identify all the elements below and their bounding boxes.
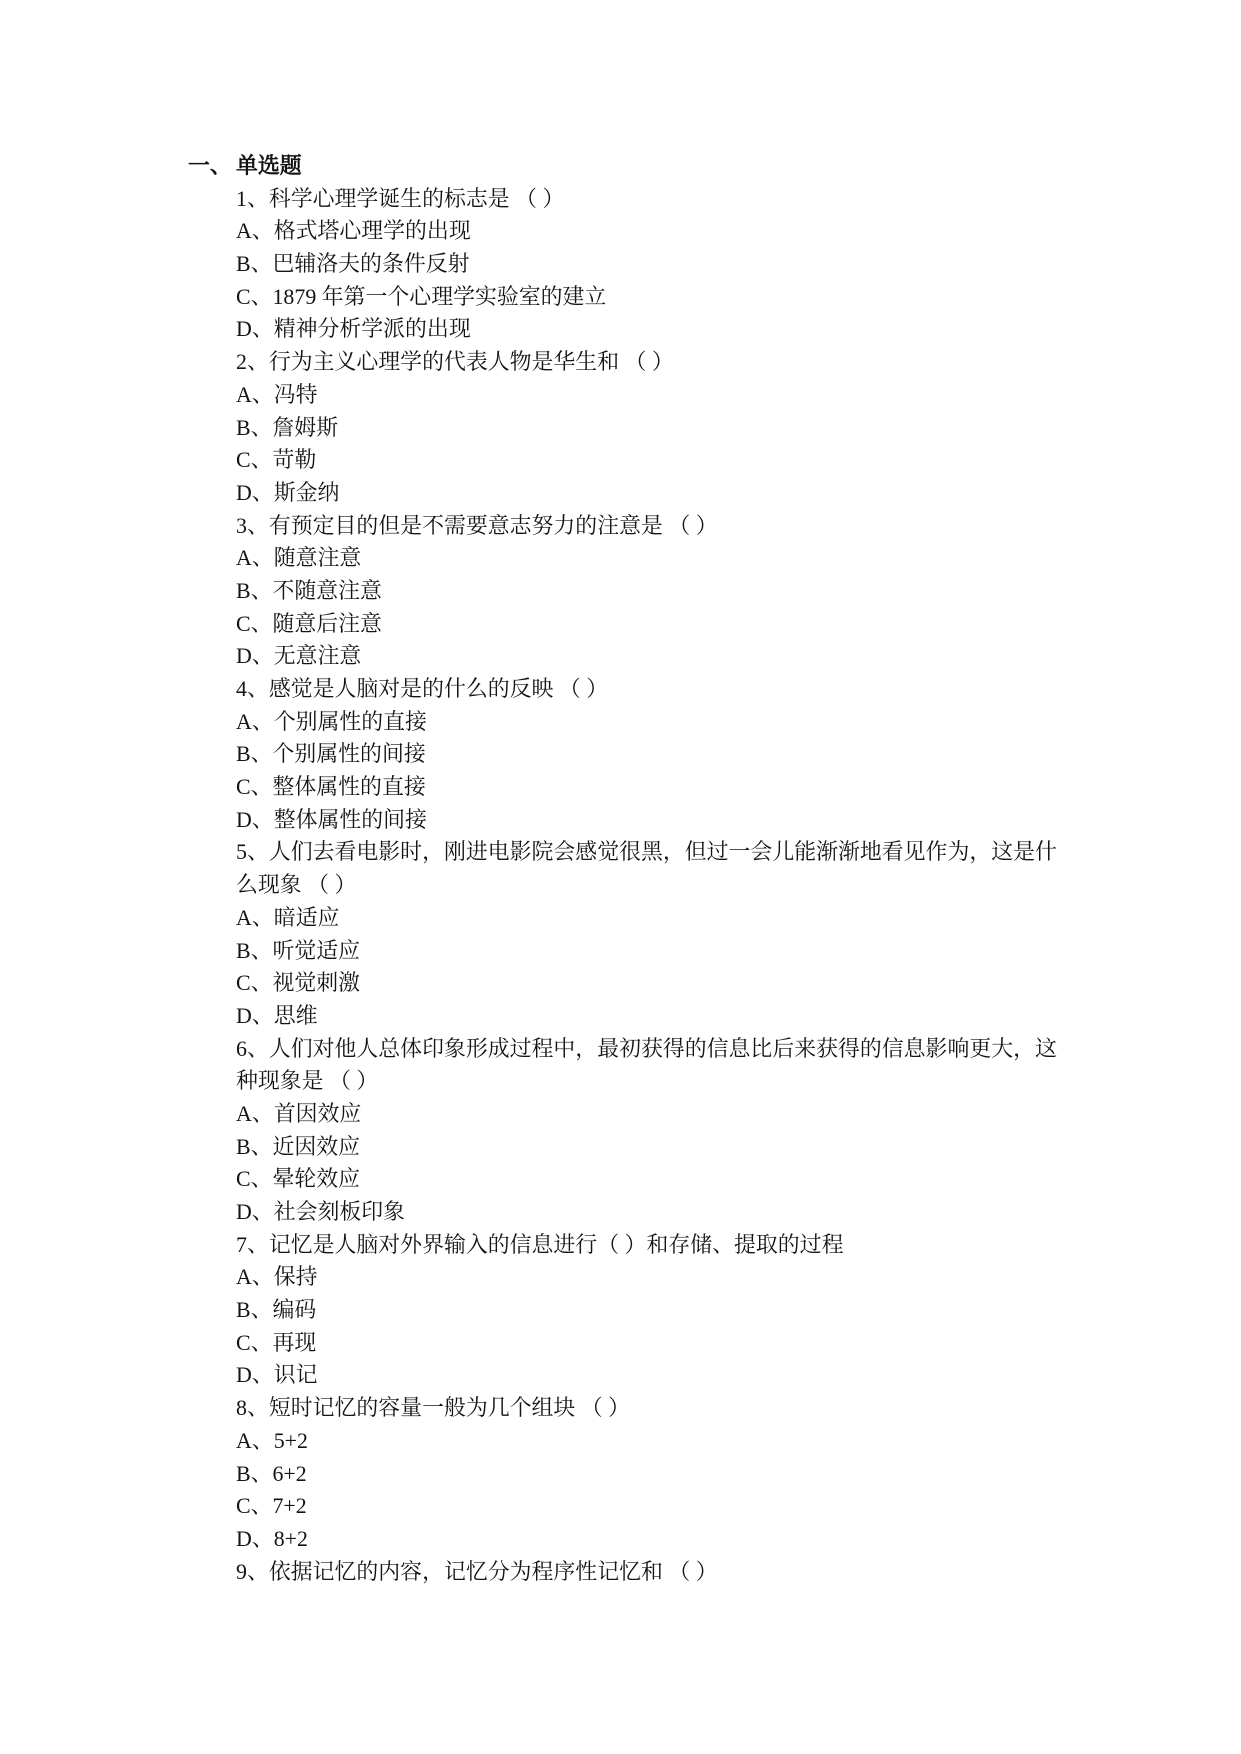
question-1 bbox=[188, 183, 1058, 346]
question-stem: 7、记忆是人脑对外界输入的信息进行（ ）和存储、提取的过程 bbox=[236, 1231, 844, 1257]
option-c: C、晕轮效应 bbox=[236, 1166, 361, 1192]
option-b: B、不随意注意 bbox=[236, 577, 382, 603]
option-b: B、个别属性的间接 bbox=[236, 741, 426, 767]
section-title: 单选题 bbox=[236, 153, 302, 178]
option-c: C、再现 bbox=[236, 1329, 317, 1355]
option-d: D、无意注意 bbox=[236, 643, 362, 669]
option-d: D、识记 bbox=[236, 1362, 318, 1388]
option-c: C、苛勒 bbox=[236, 447, 317, 473]
option-a: A、冯特 bbox=[236, 381, 318, 407]
option-b: B、编码 bbox=[236, 1297, 317, 1323]
option-b: B、巴辅洛夫的条件反射 bbox=[236, 251, 470, 277]
question-stem: 2、行为主义心理学的代表人物是华生和 （ ） bbox=[236, 349, 674, 375]
option-b: B、6+2 bbox=[236, 1460, 307, 1486]
option-a: A、个别属性的直接 bbox=[236, 708, 427, 734]
option-d: D、整体属性的间接 bbox=[236, 806, 427, 832]
option-a: A、首因效应 bbox=[236, 1100, 362, 1126]
question-stem: 6、人们对他人总体印象形成过程中，最初获得的信息比后来获得的信息影响更大，这 bbox=[236, 1035, 1057, 1061]
option-c: C、7+2 bbox=[236, 1493, 307, 1519]
option-d: D、思维 bbox=[236, 1002, 318, 1028]
question-4 bbox=[188, 673, 1058, 836]
option-d: D、社会刻板印象 bbox=[236, 1199, 406, 1224]
option-c: C、1879 年第一个心理学实验室的建立 bbox=[236, 283, 607, 309]
question-stem-continued: 种现象是 （ ） bbox=[236, 1068, 379, 1094]
question-9 bbox=[188, 1556, 1058, 1589]
question-7 bbox=[188, 1229, 1058, 1392]
question-stem: 8、短时记忆的容量一般为几个组块 （ ） bbox=[236, 1395, 631, 1421]
option-a: A、格式塔心理学的出现 bbox=[236, 218, 471, 244]
option-b: B、詹姆斯 bbox=[236, 414, 339, 440]
question-3 bbox=[188, 510, 1058, 673]
section-number: 一、 bbox=[188, 153, 232, 178]
option-a: A、随意注意 bbox=[236, 545, 362, 571]
option-c: C、随意后注意 bbox=[236, 610, 382, 636]
option-a: A、保持 bbox=[236, 1264, 318, 1290]
question-stem: 4、感觉是人脑对是的什么的反映 （ ） bbox=[236, 676, 609, 701]
question-stem: 1、科学心理学诞生的标志是 （ ） bbox=[236, 185, 565, 211]
option-d: D、精神分析学派的出现 bbox=[236, 316, 471, 342]
question-stem-continued: 么现象 （ ） bbox=[236, 872, 357, 898]
document-page bbox=[188, 150, 1058, 1588]
option-d: D、斯金纳 bbox=[236, 479, 340, 505]
question-6 bbox=[188, 1033, 1058, 1229]
option-c: C、整体属性的直接 bbox=[236, 774, 426, 800]
question-5 bbox=[188, 836, 1058, 1032]
question-stem: 9、依据记忆的内容，记忆分为程序性记忆和 （ ） bbox=[236, 1558, 718, 1584]
option-d: D、8+2 bbox=[236, 1525, 308, 1551]
question-stem: 5、人们去看电影时，刚进电影院会感觉很黑，但过一会儿能渐渐地看见作为，这是什 bbox=[236, 839, 1057, 865]
option-c: C、视觉刺激 bbox=[236, 970, 361, 996]
section-heading bbox=[188, 150, 1058, 183]
question-8 bbox=[188, 1392, 1058, 1555]
question-stem: 3、有预定目的但是不需要意志努力的注意是 （ ） bbox=[236, 512, 718, 538]
option-a: A、暗适应 bbox=[236, 904, 340, 930]
option-b: B、近因效应 bbox=[236, 1133, 361, 1159]
option-a: A、5+2 bbox=[236, 1427, 308, 1453]
question-2 bbox=[188, 346, 1058, 509]
option-b: B、听觉适应 bbox=[236, 937, 361, 963]
